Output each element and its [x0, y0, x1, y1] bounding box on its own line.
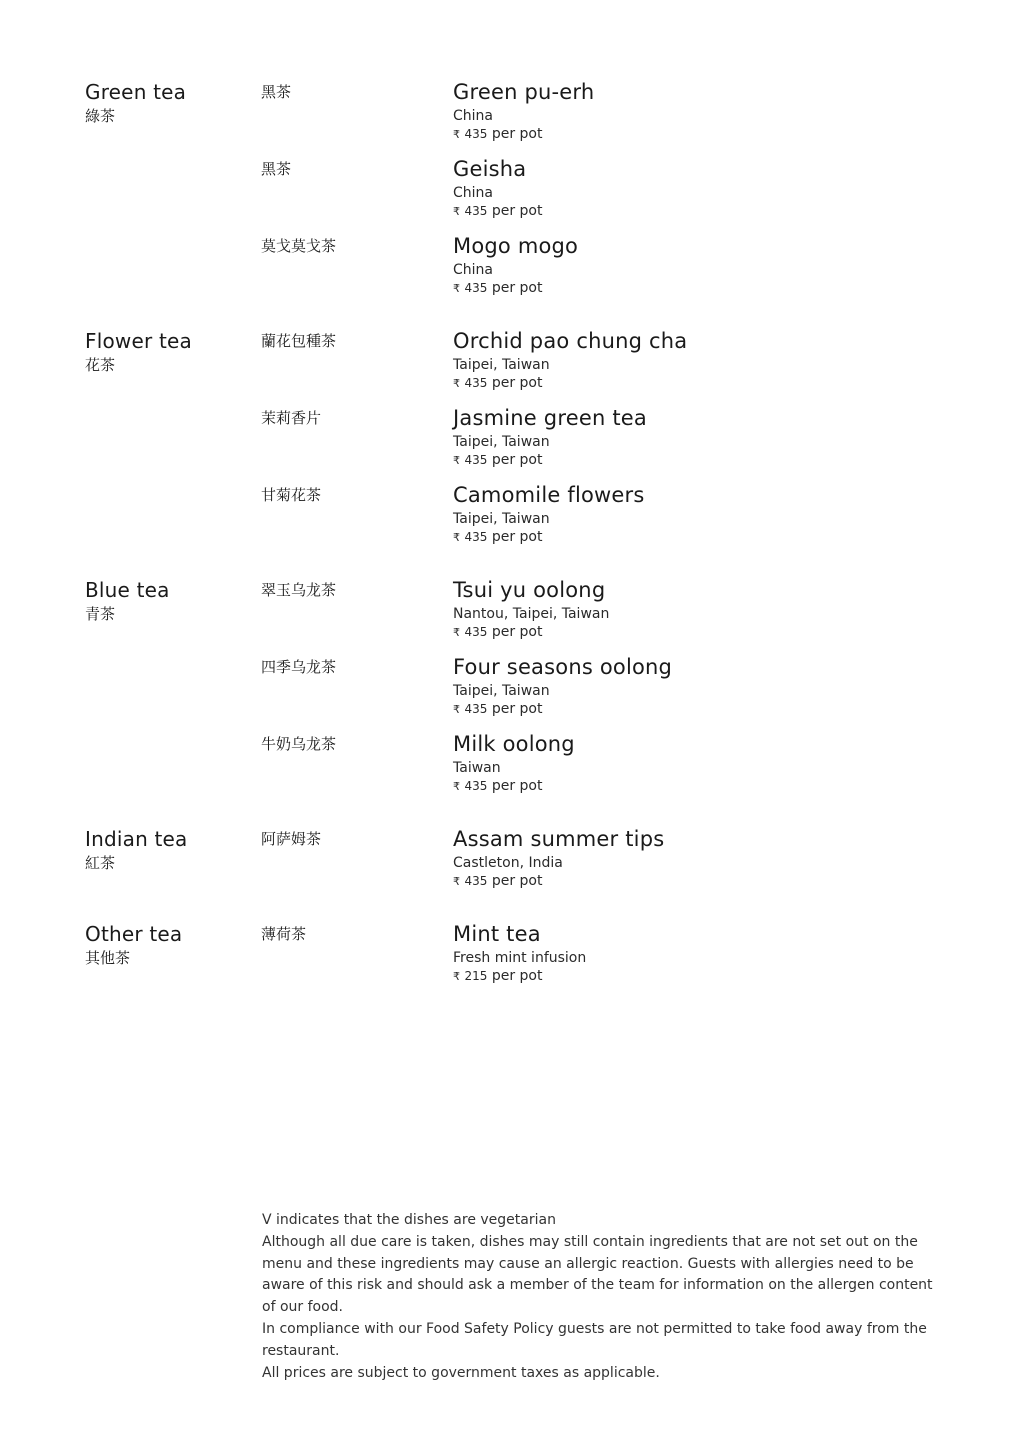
item-details: [453, 78, 965, 155]
price-amount: 435: [464, 702, 488, 716]
section-title-en: Flower tea: [85, 329, 192, 353]
item-name: Tsui yu oolong: [453, 578, 606, 602]
price-unit: per pot: [491, 778, 543, 794]
item-origin: China: [453, 185, 493, 201]
item-name: Jasmine green tea: [453, 406, 647, 430]
item-origin: China: [453, 108, 493, 124]
item-price: [453, 451, 965, 470]
menu-item: [261, 825, 965, 902]
menu-section: [85, 825, 965, 902]
section-title-zh: 綠茶: [85, 107, 116, 125]
menu-footer-notes: [262, 1210, 942, 1384]
menu-item: [261, 327, 965, 404]
menu-section: [85, 920, 965, 997]
price-unit: per pot: [491, 968, 543, 984]
item-name: Orchid pao chung cha: [453, 329, 688, 353]
currency-symbol: ₹: [453, 205, 460, 218]
item-details: [453, 327, 965, 404]
item-name: Geisha: [453, 157, 527, 181]
section-category: [85, 920, 261, 997]
price-unit: per pot: [491, 529, 543, 545]
item-origin: China: [453, 262, 493, 278]
item-price: [453, 374, 965, 393]
price-amount: 435: [464, 281, 488, 295]
currency-symbol: ₹: [453, 531, 460, 544]
section-category: [85, 78, 261, 309]
currency-symbol: ₹: [453, 703, 460, 716]
section-category: [85, 327, 261, 558]
currency-symbol: ₹: [453, 970, 460, 983]
item-name: Green pu-erh: [453, 80, 595, 104]
section-title-zh: 紅茶: [85, 854, 116, 872]
item-details: [453, 920, 965, 997]
footer-note: Although all due care is taken, dishes may still contain ingredients that are not set out on the menu and these ingredients may cause an allergic reaction. Guests with allergies need to be aware of this risk and should ask a member of the team for information on the allergen content of our food.: [262, 1233, 933, 1316]
item-origin: Taipei, Taiwan: [453, 683, 550, 699]
price-amount: 435: [464, 453, 488, 467]
menu-section: [85, 78, 965, 309]
currency-symbol: ₹: [453, 377, 460, 390]
price-amount: 435: [464, 127, 488, 141]
item-origin: Taipei, Taiwan: [453, 434, 550, 450]
price-unit: per pot: [491, 452, 543, 468]
item-price: [453, 279, 965, 298]
section-title-zh: 花茶: [85, 356, 116, 374]
item-name: Milk oolong: [453, 732, 575, 756]
price-unit: per pot: [491, 375, 543, 391]
item-details: [453, 653, 965, 730]
price-unit: per pot: [491, 873, 543, 889]
currency-symbol: ₹: [453, 128, 460, 141]
item-name-zh: 蘭花包種茶: [261, 332, 337, 350]
section-title-zh: 其他茶: [85, 949, 131, 967]
section-items: [261, 78, 965, 309]
price-unit: per pot: [491, 203, 543, 219]
menu-section: [85, 576, 965, 807]
item-price: [453, 700, 965, 719]
price-amount: 435: [464, 779, 488, 793]
item-details: [453, 481, 965, 558]
currency-symbol: ₹: [453, 780, 460, 793]
price-unit: per pot: [491, 701, 543, 717]
item-name-zh: 黑茶: [261, 160, 292, 178]
item-name-zh: 牛奶乌龙茶: [261, 735, 337, 753]
footer-note: V indicates that the dishes are vegetarian: [262, 1212, 556, 1228]
item-name: Assam summer tips: [453, 827, 665, 851]
item-name-zh: 莫戈莫戈茶: [261, 237, 337, 255]
item-name: Mint tea: [453, 922, 541, 946]
item-price: [453, 777, 965, 796]
item-name-zh: 茉莉香片: [261, 409, 322, 427]
item-name-zh: 四季乌龙茶: [261, 658, 337, 676]
section-title-en: Other tea: [85, 922, 183, 946]
menu-item: [261, 78, 965, 155]
item-name-zh: 翠玉乌龙茶: [261, 581, 337, 599]
price-amount: 435: [464, 625, 488, 639]
item-origin: Taiwan: [453, 760, 501, 776]
price-amount: 435: [464, 874, 488, 888]
item-origin: Castleton, India: [453, 855, 563, 871]
item-name-zh: 阿萨姆茶: [261, 830, 322, 848]
price-amount: 435: [464, 204, 488, 218]
section-title-zh: 青茶: [85, 605, 116, 623]
item-origin: Taipei, Taiwan: [453, 511, 550, 527]
item-price: [453, 623, 965, 642]
item-price: [453, 202, 965, 221]
item-details: [453, 232, 965, 309]
price-unit: per pot: [491, 624, 543, 640]
item-name-zh: 甘菊花茶: [261, 486, 322, 504]
price-amount: 215: [464, 969, 488, 983]
section-title-en: Green tea: [85, 80, 187, 104]
section-items: [261, 920, 965, 997]
item-name: Mogo mogo: [453, 234, 579, 258]
menu-section: [85, 327, 965, 558]
price-unit: per pot: [491, 126, 543, 142]
menu-item: [261, 232, 965, 309]
item-name: Camomile flowers: [453, 483, 645, 507]
menu-item: [261, 404, 965, 481]
item-price: [453, 872, 965, 891]
section-title-en: Indian tea: [85, 827, 188, 851]
price-amount: 435: [464, 530, 488, 544]
section-items: [261, 825, 965, 902]
item-name-zh: 黑茶: [261, 83, 292, 101]
menu-item: [261, 653, 965, 730]
item-details: [453, 730, 965, 807]
section-items: [261, 576, 965, 807]
item-details: [453, 155, 965, 232]
menu-item: [261, 155, 965, 232]
item-origin: Fresh mint infusion: [453, 950, 587, 966]
menu-item: [261, 730, 965, 807]
item-name: Four seasons oolong: [453, 655, 673, 679]
section-category: [85, 576, 261, 807]
footer-note: All prices are subject to government taxes as applicable.: [262, 1364, 660, 1381]
item-details: [453, 576, 965, 653]
currency-symbol: ₹: [453, 626, 460, 639]
item-price: [453, 125, 965, 144]
item-origin: Nantou, Taipei, Taiwan: [453, 606, 610, 622]
item-origin: Taipei, Taiwan: [453, 357, 550, 373]
menu-item: [261, 576, 965, 653]
item-price: [453, 528, 965, 547]
item-details: [453, 825, 965, 902]
price-unit: per pot: [491, 280, 543, 296]
section-items: [261, 327, 965, 558]
price-amount: 435: [464, 376, 488, 390]
item-details: [453, 404, 965, 481]
menu-item: [261, 481, 965, 558]
section-title-en: Blue tea: [85, 578, 170, 602]
menu-item: [261, 920, 965, 997]
currency-symbol: ₹: [453, 875, 460, 888]
section-category: [85, 825, 261, 902]
item-price: [453, 967, 965, 986]
item-name-zh: 薄荷茶: [261, 925, 307, 943]
currency-symbol: ₹: [453, 454, 460, 467]
footer-note: In compliance with our Food Safety Policy guests are not permitted to take food away from the restaurant.: [262, 1320, 927, 1359]
tea-menu: [85, 78, 965, 1015]
currency-symbol: ₹: [453, 282, 460, 295]
